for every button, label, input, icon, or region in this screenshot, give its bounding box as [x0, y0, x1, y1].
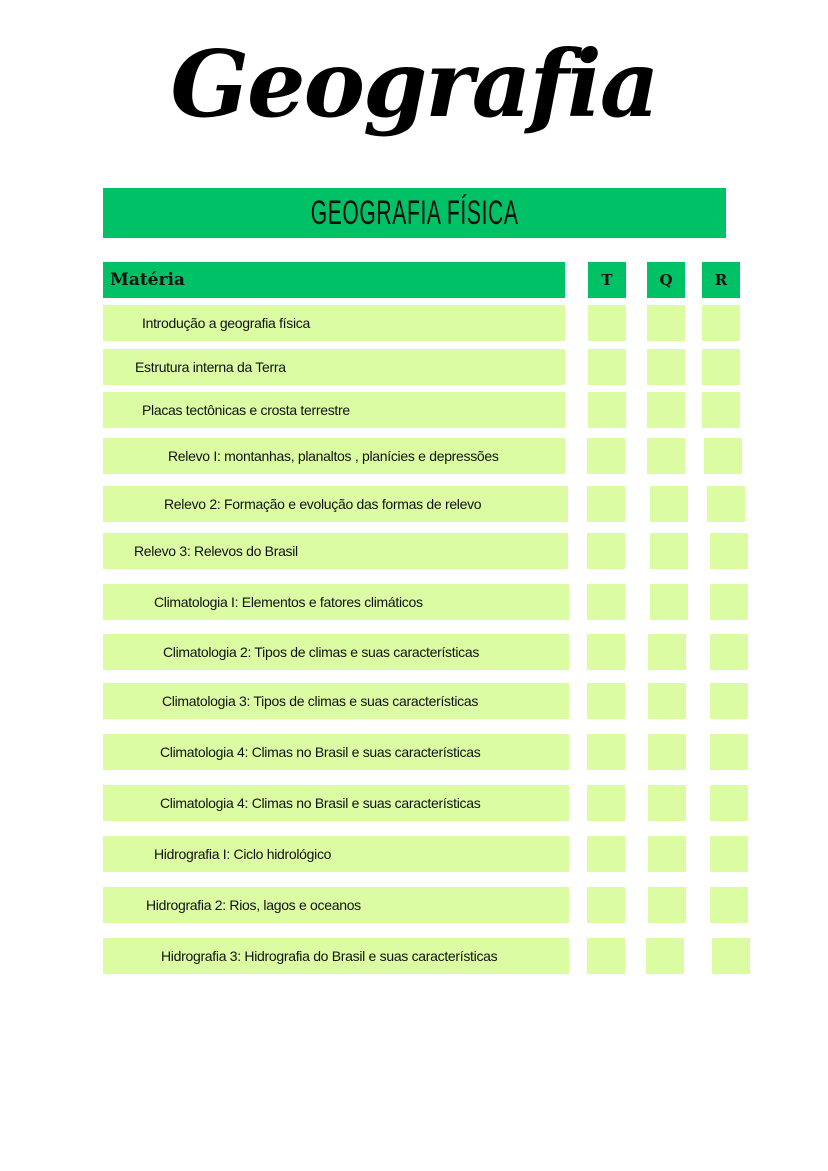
checkbox-t[interactable] [588, 305, 626, 341]
table-row [103, 836, 569, 872]
header-t: T [588, 262, 626, 298]
checkbox-q[interactable] [647, 349, 685, 385]
checkbox-t[interactable] [587, 438, 625, 474]
checkbox-r[interactable] [702, 305, 740, 341]
subject-label: Introdução a geografia física [142, 315, 310, 331]
subject-label: Relevo 3: Relevos do Brasil [134, 543, 298, 559]
checkbox-t[interactable] [587, 938, 625, 974]
table-row [103, 938, 569, 974]
checkbox-r[interactable] [710, 634, 748, 670]
subject-label: Climatologia 3: Tipos de climas e suas características [162, 693, 479, 709]
page-title: Geografia [170, 30, 658, 138]
subject-label: Estrutura interna da Terra [135, 359, 286, 375]
header-q: Q [647, 262, 685, 298]
subject-label: Relevo I: montanhas, planaltos , planícies e depressões [168, 448, 499, 464]
header-subject: Matéria [103, 262, 565, 298]
subject-label: Hidrografia I: Ciclo hidrológico [154, 846, 332, 862]
table-row [103, 438, 565, 474]
checkbox-q[interactable] [646, 938, 684, 974]
table-row [103, 486, 568, 522]
checkbox-t[interactable] [587, 887, 625, 923]
table-row [103, 887, 569, 923]
checkbox-q[interactable] [650, 486, 688, 522]
table-row [103, 584, 569, 620]
section-banner [103, 188, 726, 238]
checkbox-r[interactable] [710, 836, 748, 872]
table-row [103, 349, 565, 385]
checkbox-r[interactable] [712, 938, 750, 974]
checkbox-t[interactable] [588, 349, 626, 385]
checkbox-q[interactable] [648, 836, 686, 872]
checkbox-q[interactable] [648, 634, 686, 670]
checkbox-t[interactable] [587, 486, 625, 522]
checkbox-q[interactable] [648, 785, 686, 821]
checkbox-r[interactable] [710, 533, 748, 569]
subject-label: Placas tectônicas e crosta terrestre [142, 402, 350, 418]
header-r: R [702, 262, 740, 298]
checkbox-r[interactable] [710, 584, 748, 620]
subject-label: Hidrografia 3: Hidrografia do Brasil e suas características [161, 948, 498, 964]
checkbox-t[interactable] [587, 836, 625, 872]
table-row [103, 634, 569, 670]
checkbox-q[interactable] [647, 392, 685, 428]
checkbox-t[interactable] [587, 785, 625, 821]
subject-label: Relevo 2: Formação e evolução das formas de relevo [164, 496, 482, 512]
checkbox-r[interactable] [702, 392, 740, 428]
checkbox-t[interactable] [588, 392, 626, 428]
checkbox-q[interactable] [648, 734, 686, 770]
table-row [103, 392, 565, 428]
checkbox-r[interactable] [710, 887, 748, 923]
checkbox-t[interactable] [587, 533, 625, 569]
table-row [103, 305, 565, 341]
subject-label: Climatologia I: Elementos e fatores climáticos [154, 594, 423, 610]
checkbox-t[interactable] [587, 634, 625, 670]
checkbox-r[interactable] [702, 349, 740, 385]
checkbox-q[interactable] [650, 584, 688, 620]
checkbox-q[interactable] [648, 683, 686, 719]
checkbox-q[interactable] [647, 305, 685, 341]
checkbox-r[interactable] [710, 734, 748, 770]
subject-label: Climatologia 4: Climas no Brasil e suas características [160, 744, 481, 760]
checkbox-r[interactable] [707, 486, 745, 522]
table-row [103, 533, 568, 569]
checkbox-r[interactable] [710, 785, 748, 821]
checkbox-q[interactable] [647, 438, 685, 474]
checkbox-q[interactable] [648, 887, 686, 923]
checkbox-r[interactable] [710, 683, 748, 719]
subject-label: Hidrografia 2: Rios, lagos e oceanos [146, 897, 361, 913]
checkbox-t[interactable] [587, 734, 625, 770]
checkbox-t[interactable] [587, 683, 625, 719]
table-row [103, 683, 569, 719]
table-row [103, 734, 569, 770]
subject-label: Climatologia 2: Tipos de climas e suas características [163, 644, 480, 660]
table-row [103, 785, 569, 821]
section-title: GEOGRAFIA FÍSICA [310, 193, 519, 232]
checkbox-r[interactable] [704, 438, 742, 474]
checkbox-q[interactable] [650, 533, 688, 569]
checkbox-t[interactable] [587, 584, 625, 620]
subject-label: Climatologia 4: Climas no Brasil e suas características [160, 795, 481, 811]
